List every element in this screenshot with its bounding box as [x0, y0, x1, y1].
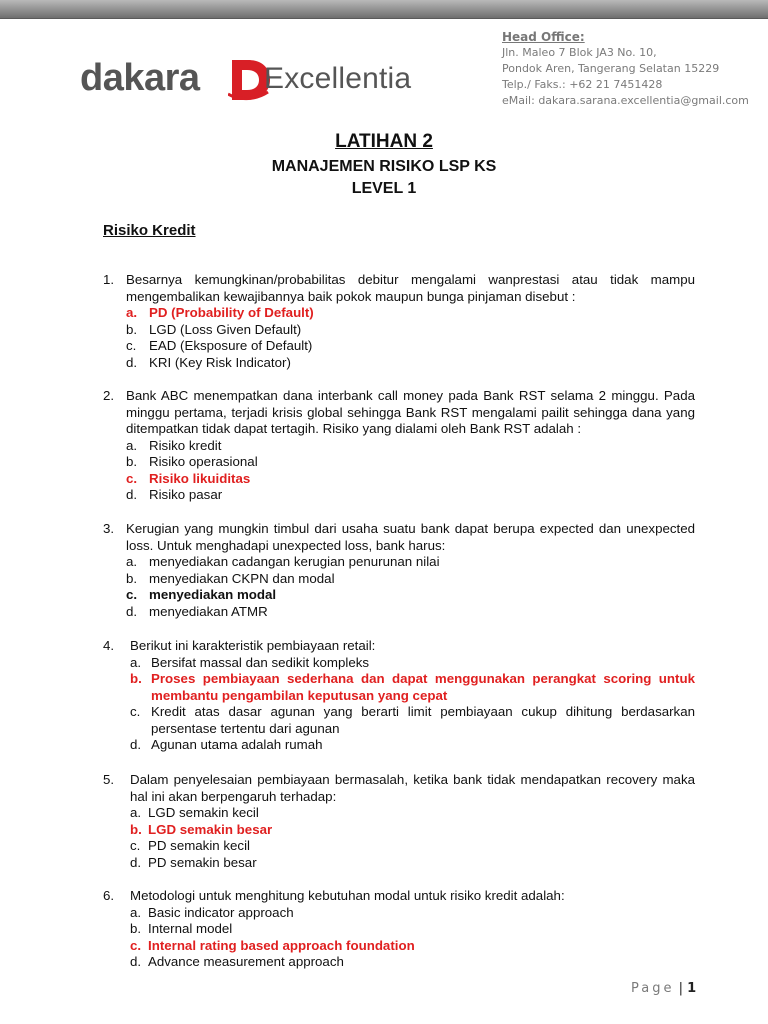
head-office-line: Pondok Aren, Tangerang Selatan 15229	[502, 62, 720, 75]
head-office-title: Head Office:	[502, 30, 585, 44]
option-d: d. PD semakin besar	[130, 854, 257, 870]
option-d: d. KRI (Key Risk Indicator)	[126, 354, 291, 370]
head-office-line: Jln. Maleo 7 Blok JA3 No. 10,	[502, 46, 657, 59]
head-office-block	[502, 29, 749, 109]
question-text: Berikut ini karakteristik pembiayaan retail:	[130, 638, 376, 653]
question-3	[103, 521, 695, 620]
option-b: b. Internal model	[130, 921, 233, 936]
option-d: d. Agunan utama adalah rumah	[130, 737, 323, 752]
option-list	[126, 554, 695, 620]
option-c: c. Kredit atas dasar agunan yang berarti limit pembiayaan cukup dihitung berdasarkan persentase tertentu dari agunan	[130, 704, 695, 736]
option-b-answer: b. LGD semakin besar	[130, 821, 273, 837]
question-number: 6.	[103, 888, 115, 903]
option-b-answer: b. Proses pembiayaan sederhana dan dapat menggunakan perangkat scoring untuk membantu pengambilan keputusan yang cepat	[130, 671, 695, 703]
option-c: c. EAD (Eksposure of Default)	[126, 338, 313, 353]
page-separator: |	[678, 981, 684, 996]
page-footer	[631, 981, 696, 996]
question-6	[103, 888, 695, 971]
question-2	[103, 388, 695, 504]
document-title: LATIHAN 2	[335, 131, 433, 152]
question-1	[103, 272, 695, 371]
question-text: Kerugian yang mungkin timbul dari usaha suatu bank dapat berupa expected dan unexpected loss. Untuk menghadapi unexpected loss, bank harus:	[126, 521, 695, 553]
option-a-answer: a. PD (Probability of Default)	[126, 305, 314, 320]
option-d: d. Advance measurement approach	[130, 954, 344, 969]
head-office-line: eMail: dakara.sarana.excellentia@gmail.com	[502, 94, 749, 107]
question-text: Besarnya kemungkinan/probabilitas debitur mengalami wanprestasi atau tidak mampu mengembalikan kewajibannya baik pokok maupun bunga pinjaman disebut :	[126, 272, 695, 304]
logo-text-excellentia: Excellentia	[264, 62, 412, 95]
document-subtitle: MANAJEMEN RISIKO LSP KS	[271, 158, 497, 175]
section-heading: Risiko Kredit	[103, 222, 196, 239]
page-label: Page	[631, 981, 675, 996]
question-5	[103, 772, 695, 871]
option-a: a. menyediakan cadangan kerugian penurunan nilai	[126, 554, 440, 569]
window-top-bar	[0, 0, 768, 19]
option-b: b. menyediakan CKPN dan modal	[126, 570, 335, 586]
question-number: 4.	[103, 638, 115, 653]
logo-text-dakara: dakara	[80, 57, 200, 99]
option-a: a. Basic indicator approach	[130, 904, 294, 920]
question-number: 5.	[103, 772, 115, 787]
option-b: b. Risiko operasional	[126, 454, 258, 469]
option-d: d. menyediakan ATMR	[126, 603, 268, 619]
question-4	[103, 638, 695, 754]
document-titles	[0, 130, 768, 200]
option-a: a. LGD semakin kecil	[130, 805, 259, 820]
option-c-answer: c. menyediakan modal	[126, 587, 277, 602]
option-list	[130, 805, 695, 871]
option-d: d. Risiko pasar	[126, 487, 223, 502]
option-b: b. LGD (Loss Given Default)	[126, 321, 302, 337]
question-number: 1.	[103, 272, 115, 287]
head-office-line: Telp./ Faks.: +62 21 7451428	[502, 78, 663, 91]
option-a: a. Risiko kredit	[126, 437, 222, 453]
option-a: a. Bersifat massal dan sedikit kompleks	[130, 654, 370, 670]
option-c: c. PD semakin kecil	[130, 838, 250, 853]
question-text: Dalam penyelesaian pembiayaan bermasalah, ketika bank tidak mendapatkan recovery maka hal ini akan berpengaruh terhadap:	[130, 772, 695, 804]
option-c-answer: c. Internal rating based approach foundation	[130, 937, 415, 953]
option-list	[130, 905, 695, 971]
option-c-answer: c. Risiko likuiditas	[126, 470, 251, 486]
document-level: LEVEL 1	[351, 180, 417, 197]
question-number: 2.	[103, 388, 115, 403]
question-text: Metodologi untuk menghitung kebutuhan modal untuk risiko kredit adalah:	[130, 888, 565, 903]
option-list	[130, 655, 695, 754]
option-list	[126, 305, 695, 371]
question-number: 3.	[103, 521, 115, 536]
question-text: Bank ABC menempatkan dana interbank call money pada Bank RST selama 2 minggu. Pada minggu pertama, terjadi krisis global sehingga Bank RST mengalami pailit sehingga dana yang ditempatkan tidak dapat tertagih. Risiko yang dialami oleh Bank RST adalah :	[126, 388, 695, 436]
page-number: 1	[687, 981, 697, 996]
option-list	[126, 438, 695, 504]
